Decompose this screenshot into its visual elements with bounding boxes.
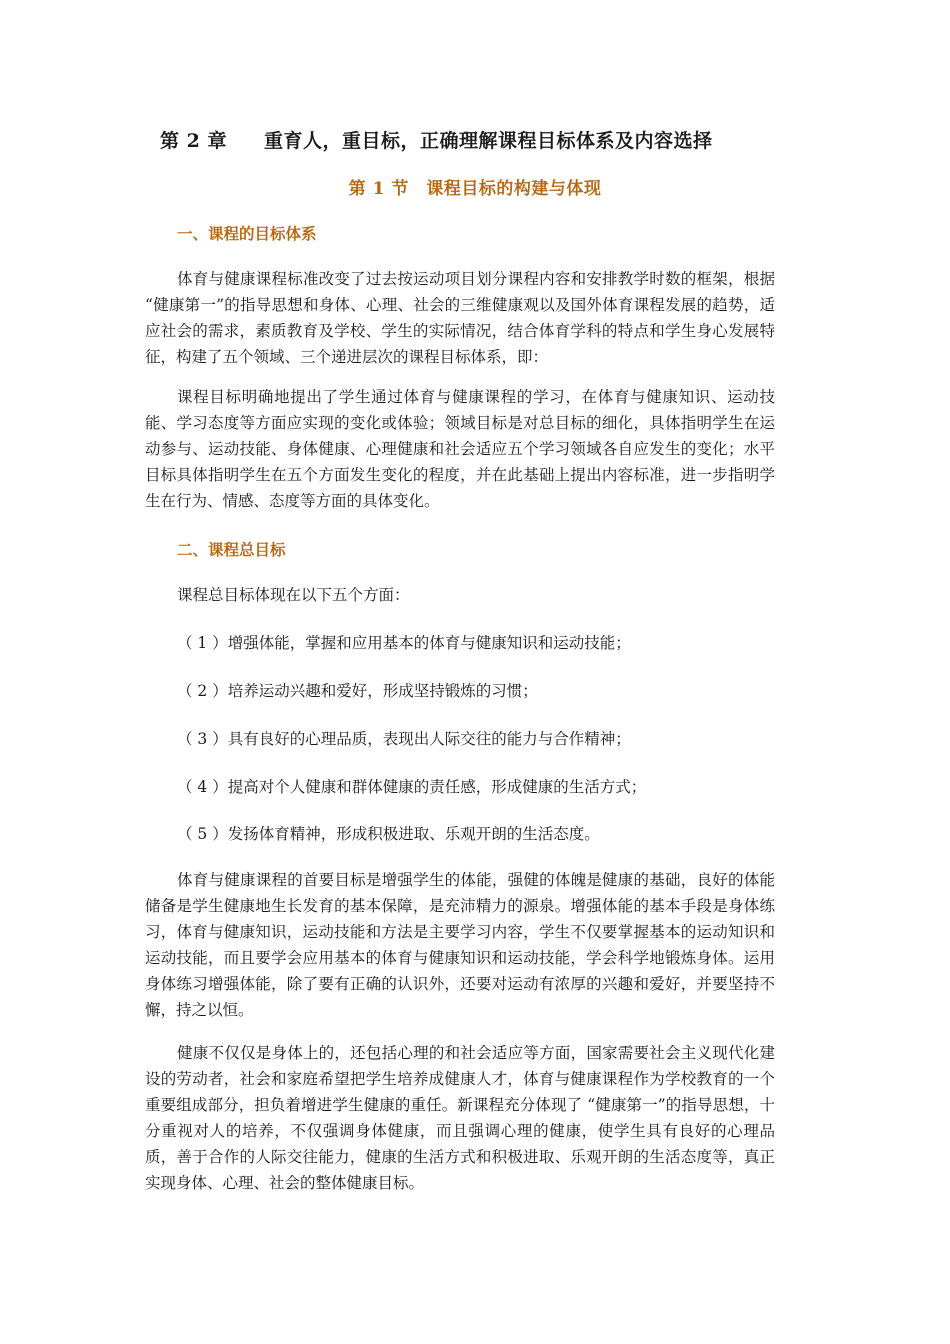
subheading-overall-goal: 二、课程总目标 <box>177 540 286 559</box>
goal-list-item-2: （ 2 ）培养运动兴趣和爱好，形成坚持锻炼的习惯； <box>177 682 538 700</box>
paragraph-overall-goal-1: 体育与健康课程的首要目标是增强学生的体能，强健的体魄是健康的基础，良好的体能储备是学生健康地生长发育的基本保障，是充沛精力的源泉。增强体能的基本手段是身体练习，体育与健康知识，运动技能和方法是主要学习内容，学生不仅要掌握基本的运动知识和运动技能，而且要学会应用基本的体育与健康知识和运动技能，学会科学地锻炼身体。运用身体练习增强体能，除了要有正确的认识外，还要对运动有浓厚的兴趣和爱好，并要坚持不懈，持之以恒。 <box>145 871 775 1019</box>
paragraph-goal-system-2: 课程目标明确地提出了学生通过体育与健康课程的学习，在体育与健康知识、运动技能、学习态度等方面应实现的变化或体验；领域目标是对总目标的细化，具体指明学生在运动参与、运动技能、身体健康、心理健康和社会适应五个学习领域各自应发生的变化；水平目标具体指明学生在五个方面发生变化的程度，并在此基础上提出内容标准，进一步指明学生在行为、情感、态度等方面的具体变化。 <box>145 388 775 510</box>
overall-goal-intro: 课程总目标体现在以下五个方面： <box>177 586 410 604</box>
chapter-number: 第 2 章 <box>160 130 227 152</box>
chapter-heading: 重育人，重目标，正确理解课程目标体系及内容选择 <box>264 130 713 152</box>
paragraph-overall-goal-2: 健康不仅仅是身体上的，还包括心理的和社会适应等方面，国家需要社会主义现代化建设的劳动者，社会和家庭希望把学生培养成健康人才，体育与健康课程作为学校教育的一个重要组成部分，担负着增进学生健康的重任。新课程充分体现了 “健康第一”的指导思想，十分重视对人的培养，不仅强调身体健康，而且强调心理的健康，使学生具有良好的心理品质，善于合作的人际交往能力，健康的生活方式和积极进取、乐观开朗的生活态度等，真正实现身体、心理、社会的整体健康目标。 <box>145 1044 775 1192</box>
chapter-title <box>160 126 800 153</box>
subheading-goal-system: 一、课程的目标体系 <box>177 224 317 243</box>
goal-list-item-3: （ 3 ）具有良好的心理品质，表现出人际交往的能力与合作精神； <box>177 730 631 748</box>
goal-list-item-1: （ 1 ）增强体能，掌握和应用基本的体育与健康知识和运动技能； <box>177 634 631 652</box>
paragraph-goal-system-1: 体育与健康课程标准改变了过去按运动项目划分课程内容和安排教学时数的框架，根据 “健康第一”的指导思想和身体、心理、社会的三维健康观以及国外体育课程发展的趋势，适应社会的需求，素质教育及学校、学生的实际情况，结合体育学科的特点和学生身心发展特征，构建了五个领域、三个递进层次的课程目标体系，即： <box>145 270 775 366</box>
goal-list-item-4: （ 4 ）提高对个人健康和群体健康的责任感，形成健康的生活方式； <box>177 778 647 796</box>
goal-list-item-5: （ 5 ）发扬体育精神，形成积极进取、乐观开朗的生活态度。 <box>177 825 600 843</box>
section-title: 第 1 节 课程目标的构建与体现 <box>348 179 602 199</box>
